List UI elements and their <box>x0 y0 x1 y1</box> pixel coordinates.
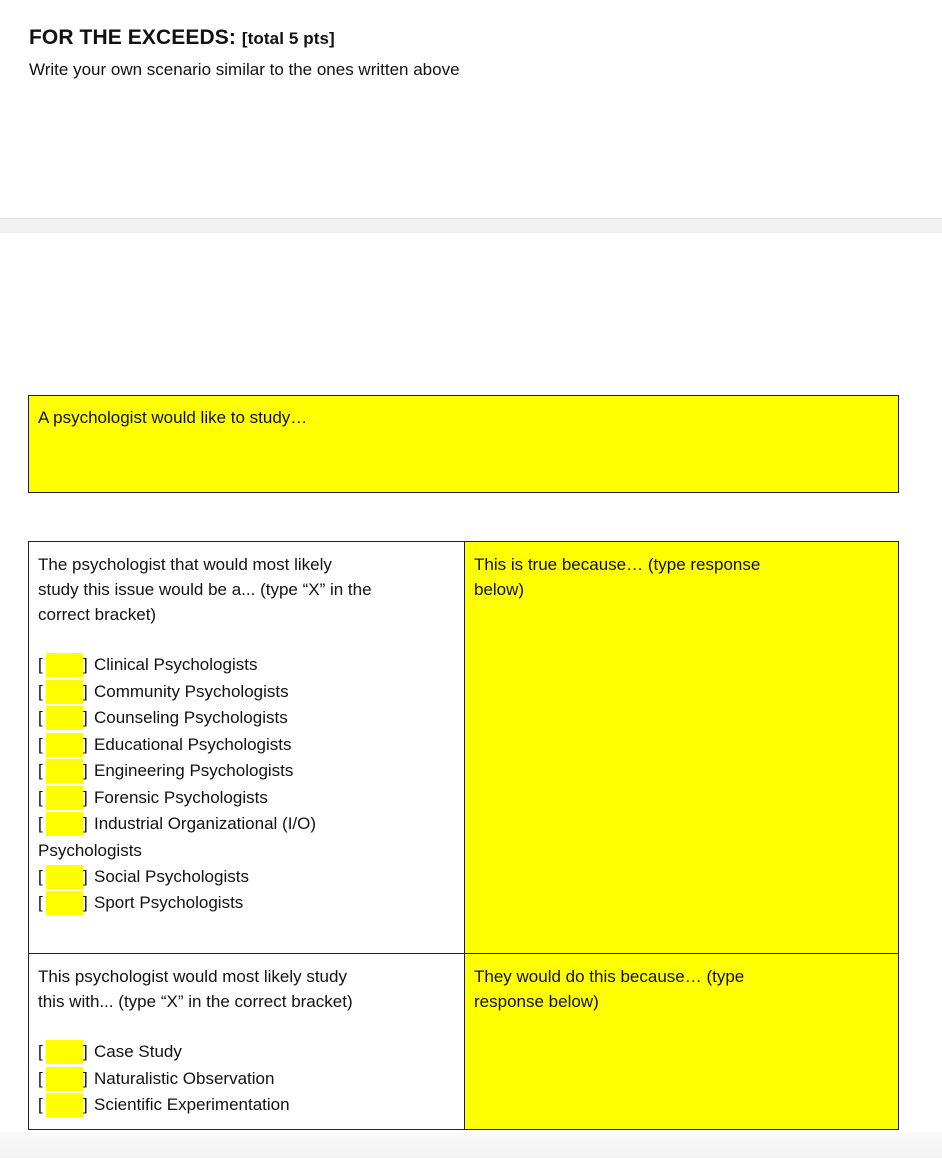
option-clinical <box>38 652 455 679</box>
option-label: Sport Psychologists <box>94 893 244 912</box>
option-label: Naturalistic Observation <box>94 1068 275 1088</box>
answer-slot-scientific-experimentation[interactable] <box>46 1093 83 1117</box>
option-counseling <box>38 705 455 732</box>
option-community <box>38 679 455 706</box>
page-bottom-edge <box>0 1132 942 1158</box>
bracket-open: [ <box>38 866 43 886</box>
bracket-close: ] <box>83 761 88 780</box>
bracket-close: ] <box>83 893 88 912</box>
bracket-close: ] <box>83 1042 88 1061</box>
bracket-close: ] <box>83 708 88 727</box>
option-forensic <box>38 785 455 812</box>
option-label: Social Psychologists <box>94 866 249 886</box>
option-industrial <box>38 811 455 838</box>
bracket-open: [ <box>38 787 43 807</box>
option-label: Educational Psychologists <box>94 734 292 754</box>
method-cell <box>29 953 464 1129</box>
option-educational <box>38 732 455 759</box>
answer-slot-case-study[interactable] <box>46 1040 83 1064</box>
bracket-close: ] <box>83 681 88 701</box>
study-scenario-box[interactable] <box>28 395 899 493</box>
option-label: Clinical Psychologists <box>94 655 258 674</box>
instructions-text: Write your own scenario similar to the ones written above <box>29 60 460 79</box>
bracket-open: [ <box>38 708 43 727</box>
bracket-open: [ <box>38 1095 43 1114</box>
method-reason-response-cell[interactable] <box>464 953 898 1129</box>
answer-slot-industrial[interactable] <box>46 812 83 836</box>
answer-slot-engineering[interactable] <box>46 759 83 783</box>
option-scientific-experimentation <box>38 1092 455 1119</box>
bracket-open: [ <box>38 655 43 674</box>
bracket-open: [ <box>38 734 43 754</box>
answer-slot-sport[interactable] <box>46 891 83 915</box>
answer-slot-social[interactable] <box>46 865 83 889</box>
bracket-open: [ <box>38 893 43 912</box>
option-label: Industrial Organizational (I/O) <box>94 814 317 833</box>
method-prompt: This psychologist would most likely study this with... (type “X” in the correct bracket) <box>38 967 353 1011</box>
bracket-open: [ <box>38 1042 43 1061</box>
option-industrial-wrap: Psychologists <box>38 840 142 860</box>
bracket-close: ] <box>83 787 88 807</box>
section-heading <box>29 26 335 50</box>
bracket-open: [ <box>38 814 43 833</box>
option-label: Scientific Experimentation <box>94 1095 290 1114</box>
bracket-open: [ <box>38 1068 43 1088</box>
answer-slot-community[interactable] <box>46 680 83 704</box>
page-top <box>0 0 942 218</box>
reason-response-cell[interactable] <box>464 542 898 953</box>
bracket-close: ] <box>83 866 88 886</box>
option-label: Counseling Psychologists <box>94 708 288 727</box>
page-break <box>0 218 942 233</box>
option-sport <box>38 890 455 917</box>
answer-slot-counseling[interactable] <box>46 706 83 730</box>
answer-slot-educational[interactable] <box>46 733 83 757</box>
psychologist-type-cell <box>29 542 464 953</box>
psychologist-type-prompt: The psychologist that would most likely study this issue would be a... (type “X” in the correct bracket) <box>38 555 372 624</box>
method-options-list <box>38 1039 455 1119</box>
option-label: Forensic Psychologists <box>94 787 268 807</box>
option-engineering <box>38 758 455 785</box>
option-case-study <box>38 1039 455 1066</box>
heading-title: FOR THE EXCEEDS: <box>29 26 236 49</box>
option-label: Case Study <box>94 1042 182 1061</box>
method-reason-prompt: They would do this because… (type response below) <box>474 967 745 1011</box>
bracket-close: ] <box>83 814 88 833</box>
response-table <box>28 541 899 1130</box>
bracket-close: ] <box>83 1095 88 1114</box>
bracket-close: ] <box>83 734 88 754</box>
option-social <box>38 864 455 891</box>
option-label: Engineering Psychologists <box>94 761 294 780</box>
reason-prompt: This is true because… (type response below) <box>474 555 761 599</box>
option-naturalistic-observation <box>38 1066 455 1093</box>
option-label: Community Psychologists <box>94 681 289 701</box>
bracket-open: [ <box>38 761 43 780</box>
study-scenario-text: A psychologist would like to study… <box>38 408 308 427</box>
bracket-close: ] <box>83 1068 88 1088</box>
answer-slot-clinical[interactable] <box>46 653 83 677</box>
answer-slot-naturalistic-observation[interactable] <box>46 1067 83 1091</box>
bracket-open: [ <box>38 681 43 701</box>
heading-points: [total 5 pts] <box>241 29 335 48</box>
bracket-close: ] <box>83 655 88 674</box>
psychologist-options-list <box>38 652 455 917</box>
answer-slot-forensic[interactable] <box>46 786 83 810</box>
